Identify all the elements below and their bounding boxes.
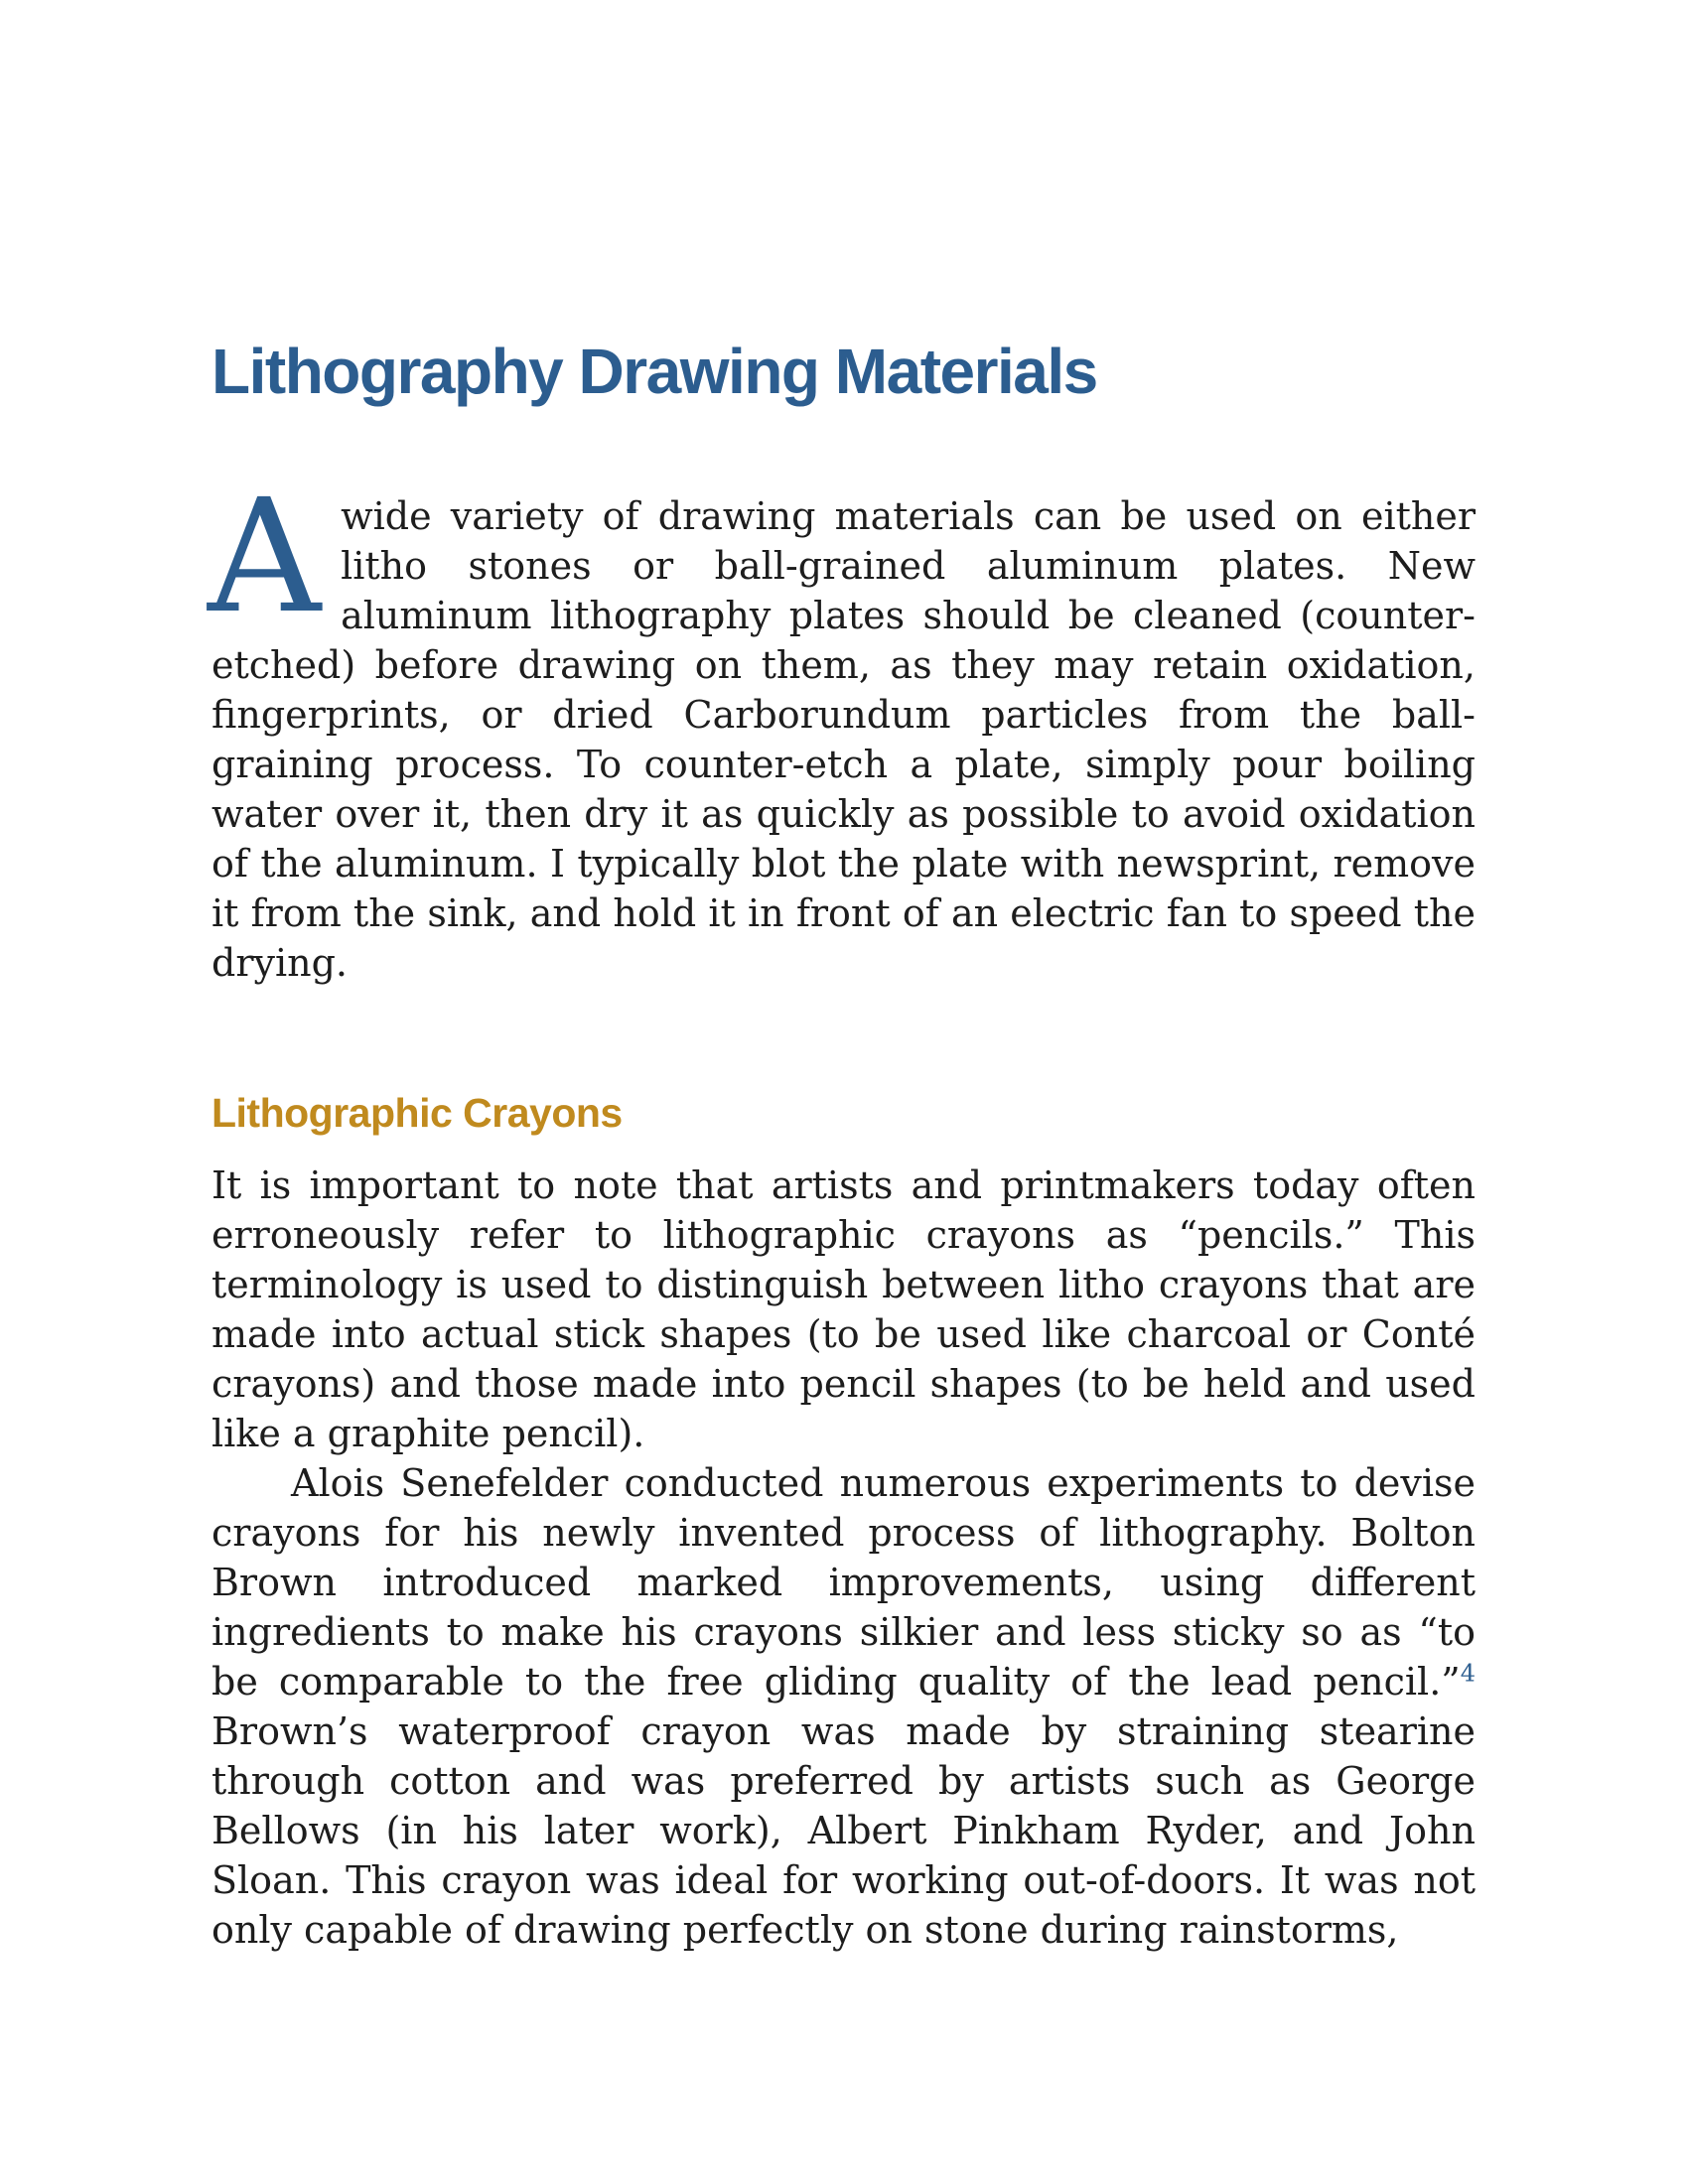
section-paragraph-1: It is important to note that artists and printmakers today often erroneously refer to lithographic crayons as “pencils.” This terminology is used to distinguish between litho crayons that are made into actual stick shapes (to be used like charcoal or Conté crayons) and those made into pencil shapes (to be held and used like a graphite pencil). bbox=[211, 1163, 1476, 1455]
section-paragraph-2 bbox=[211, 1458, 1476, 1955]
section-heading: Lithographic Crayons bbox=[211, 1090, 623, 1136]
paragraph-2-text-a: Alois Senefelder conducted numerous experiments to devise crayons for his newly invented process of lithography. Bolton Brown introduced marked improvements, using different ingredients to make his crayons silkier and less sticky so as “to be comparable to the free gliding quality of the lead pencil.” bbox=[211, 1461, 1476, 1704]
intro-text: wide variety of drawing materials can be used on either litho stones or ball-grained aluminum plates. New aluminum lithography plates should be cleaned (counter-etched) before drawing on them, as they may retain oxidation, fingerprints, or dried Carborundum particles from the ball-graining process. To counter-etch a plate, simply pour boiling water over it, then dry it as quickly as possible to avoid oxidation of the aluminum. I typically blot the plate with newsprint, remove it from the sink, and hold it in front of an electric fan to speed the drying. bbox=[211, 494, 1476, 985]
page-title: Lithography Drawing Materials bbox=[211, 336, 1097, 407]
paragraph-2-text-b: Brown’s waterproof crayon was made by straining stearine through cotton and was preferred by artists such as George Bellows (in his later work), Albert Pinkham Ryder, and John Sloan. This crayon was ideal for working out-of-doors. It was not only capable of drawing perfectly on stone during rainstorms, bbox=[211, 1709, 1476, 1952]
footnote-reference[interactable]: 4 bbox=[1460, 1659, 1476, 1688]
drop-cap: A bbox=[208, 466, 322, 648]
intro-paragraph bbox=[208, 466, 1476, 988]
page-content bbox=[208, 333, 1476, 1955]
